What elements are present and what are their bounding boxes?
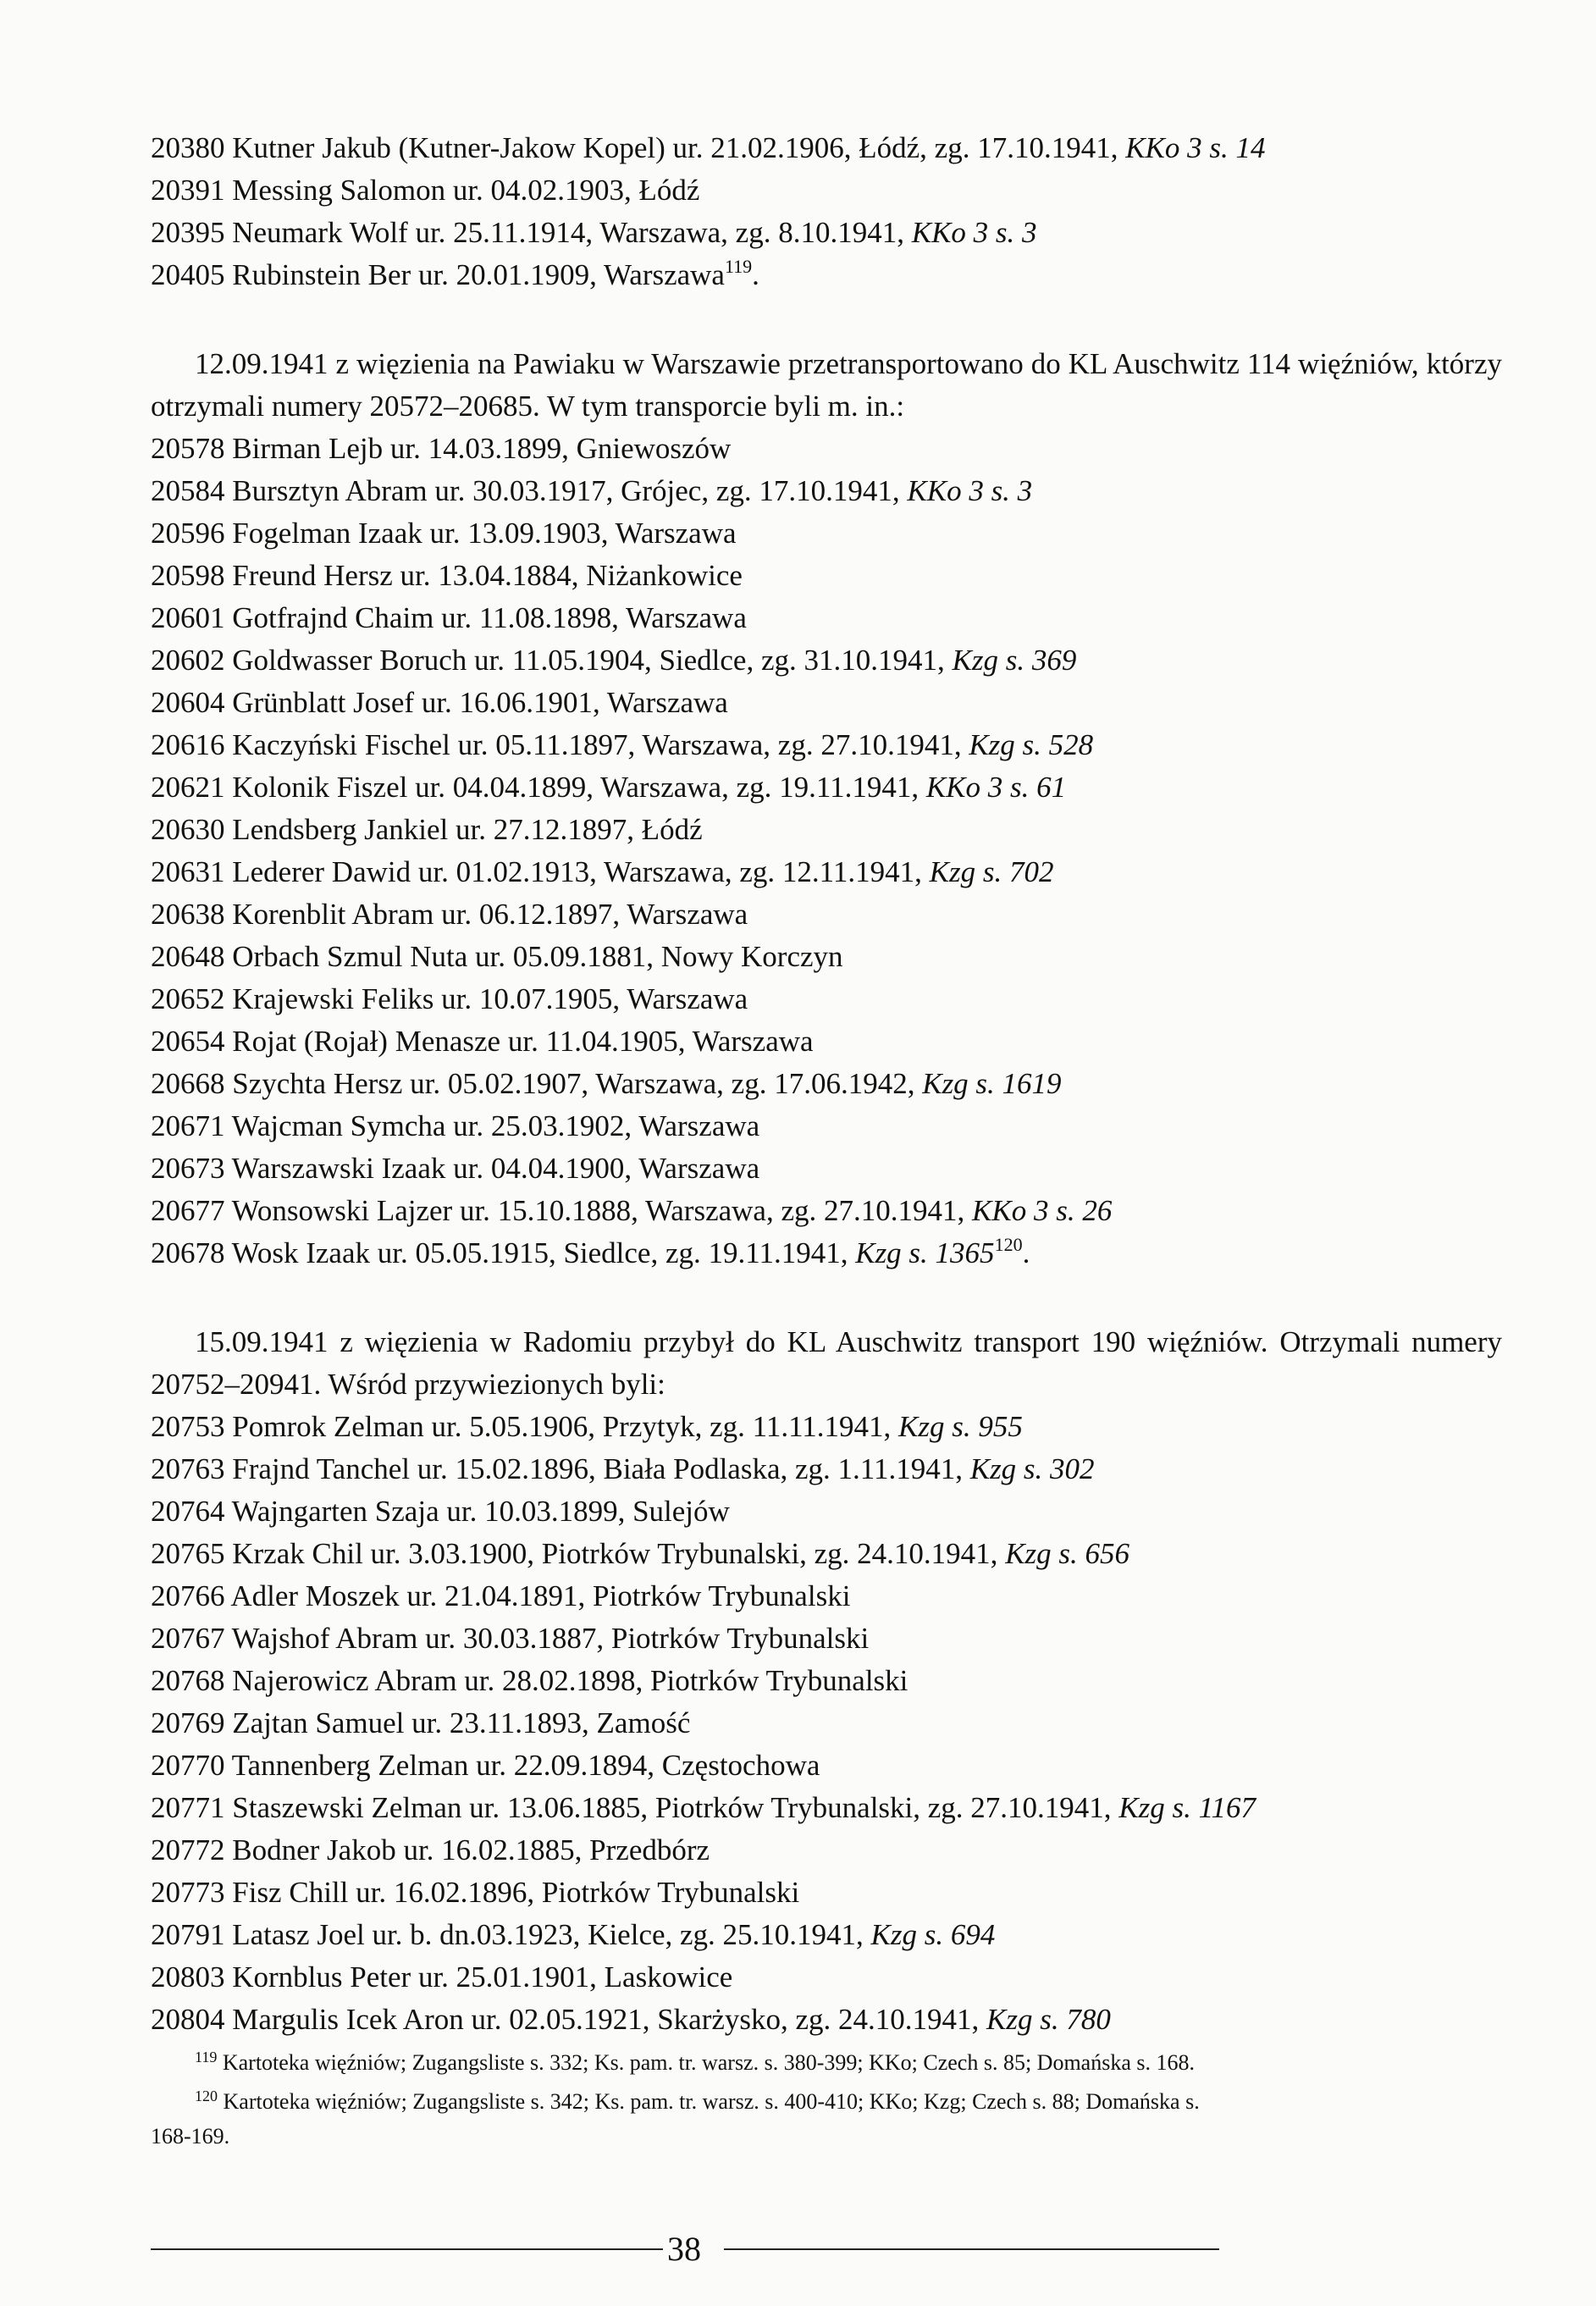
entry-text: 20602 Goldwasser Boruch ur. 11.05.1904, Siedlce, zg. 31.10.1941, (151, 644, 953, 677)
prisoner-list-1 (151, 127, 1505, 296)
entry-text: 20616 Kaczyński Fischel ur. 05.11.1897, Warszawa, zg. 27.10.1941, (151, 728, 969, 761)
entry-text: 20677 Wonsowski Lajzer ur. 15.10.1888, Warszawa, zg. 27.10.1941, (151, 1194, 973, 1227)
entry-reference: Kzg s. 694 (870, 1918, 996, 1951)
entry-text: 20766 Adler Moszek ur. 21.04.1891, Piotrków Trybunalski (151, 1579, 851, 1612)
list-item (151, 1448, 1505, 1490)
list-item (151, 1020, 1505, 1063)
footnote-marker: 119 (724, 256, 753, 277)
entry-text: 20803 Kornblus Peter ur. 25.01.1901, Laskowice (151, 1960, 733, 1994)
entry-text: 20604 Grünblatt Josef ur. 16.06.1901, Warszawa (151, 686, 728, 719)
entry-reference: Kzg s. 955 (898, 1410, 1023, 1443)
entry-reference: Kzg s. 302 (969, 1452, 1095, 1485)
list-item (151, 1999, 1505, 2041)
list-item (151, 555, 1505, 597)
entry-text: 20654 Rojat (Rojał) Menasze ur. 11.04.1905, Warszawa (151, 1025, 814, 1058)
paragraph-transport-pawiak: 12.09.1941 z więzienia na Pawiaku w Warszawie przetransportowano do KL Auschwitz 114 więźniów, którzy otrzymali numery 20572–20685. W tym transporcie byli m. in.: (151, 347, 1502, 423)
footnote-marker: 120 (994, 1234, 1023, 1255)
prisoner-list-2 (151, 428, 1505, 1275)
entry-text: 20765 Krzak Chil ur. 3.03.1900, Piotrków Trybunalski, zg. 24.10.1941, (151, 1537, 1006, 1570)
list-item (151, 893, 1505, 936)
list-item (151, 169, 1505, 212)
entry-reference: KKo 3 s. 26 (972, 1194, 1113, 1227)
footnote-120 (195, 2087, 1516, 2117)
page-number-rule-right (724, 2248, 1219, 2250)
entry-reference: KKo 3 s. 3 (907, 474, 1033, 507)
list-item (151, 1787, 1505, 1829)
list-item (151, 428, 1505, 470)
list-item (151, 1232, 1505, 1275)
list-item (151, 1618, 1505, 1660)
entry-text: 20584 Bursztyn Abram ur. 30.03.1917, Grójec, zg. 17.10.1941, (151, 474, 908, 507)
entry-text: 20673 Warszawski Izaak ur. 04.04.1900, Warszawa (151, 1152, 760, 1185)
entry-text: 20671 Wajcman Symcha ur. 25.03.1902, Warszawa (151, 1109, 760, 1142)
list-item (151, 1702, 1505, 1745)
list-item (151, 682, 1505, 724)
list-item (151, 936, 1505, 978)
list-item (151, 766, 1505, 809)
footnote-119-text: Kartoteka więźniów; Zugangsliste s. 332; Ks. pam. tr. warsz. s. 380-399; KKo; Czech s. 85; Domańska s. 168. (222, 2050, 1195, 2075)
list-item (151, 1914, 1505, 1956)
list-item (151, 1956, 1505, 1999)
entry-reference: Kzg s. 369 (952, 644, 1077, 677)
list-item (151, 1829, 1505, 1872)
footnote-119 (195, 2048, 1516, 2078)
list-item (151, 127, 1505, 169)
entry-text: 20391 Messing Salomon ur. 04.02.1903, Łódź (151, 174, 700, 207)
entry-text: 20601 Gotfrajnd Chaim ur. 11.08.1898, Warszawa (151, 601, 747, 634)
entry-text: 20764 Wajngarten Szaja ur. 10.03.1899, Sulejów (151, 1495, 730, 1528)
list-item (151, 212, 1505, 254)
entry-reference: KKo 3 s. 3 (911, 216, 1037, 249)
entry-text: 20770 Tannenberg Zelman ur. 22.09.1894, Częstochowa (151, 1749, 820, 1782)
entry-text: 20678 Wosk Izaak ur. 05.05.1915, Siedlce, zg. 19.11.1941, (151, 1236, 856, 1269)
list-item (151, 1872, 1505, 1914)
entry-reference: Kzg s. 702 (929, 855, 1054, 888)
entry-text: 20621 Kolonik Fiszel ur. 04.04.1899, Warszawa, zg. 19.11.1941, (151, 771, 926, 804)
footnote-120-continuation: 168-169. (151, 2124, 230, 2148)
entry-reference: KKo 3 s. 61 (925, 771, 1067, 804)
footnote-120-number: 120 (195, 2088, 218, 2104)
list-item (151, 1063, 1505, 1105)
footnote-separator (151, 2038, 1505, 2039)
entry-text: 20791 Latasz Joel ur. b. dn.03.1923, Kielce, zg. 25.10.1941, (151, 1918, 871, 1951)
page-number-rule-left (151, 2248, 663, 2250)
entry-reference: Kzg s. 1167 (1118, 1791, 1256, 1824)
entry-text: 20769 Zajtan Samuel ur. 23.11.1893, Zamość (151, 1706, 691, 1739)
list-item (151, 851, 1505, 893)
list-item (151, 1105, 1505, 1147)
list-item (151, 1575, 1505, 1618)
list-item (151, 1406, 1505, 1448)
entry-text: 20763 Frajnd Tanchel ur. 15.02.1896, Biała Podlaska, zg. 1.11.1941, (151, 1452, 970, 1485)
list-item (151, 512, 1505, 555)
entry-text: 20638 Korenblit Abram ur. 06.12.1897, Warszawa (151, 898, 748, 931)
entry-reference: Kzg s. 780 (986, 2003, 1111, 2036)
page-number: 38 (667, 2230, 701, 2268)
list-item (151, 1190, 1505, 1232)
entry-text: 20771 Staszewski Zelman ur. 13.06.1885, Piotrków Trybunalski, zg. 27.10.1941, (151, 1791, 1119, 1824)
list-item (151, 1660, 1505, 1702)
entry-tail: . (752, 258, 759, 291)
entry-text: 20598 Freund Hersz ur. 13.04.1884, Niżankowice (151, 559, 743, 592)
list-item (151, 809, 1505, 851)
entry-text: 20767 Wajshof Abram ur. 30.03.1887, Piotrków Trybunalski (151, 1622, 870, 1655)
footnote-119-number: 119 (195, 2049, 218, 2065)
entry-text: 20631 Lederer Dawid ur. 01.02.1913, Warszawa, zg. 12.11.1941, (151, 855, 930, 888)
paragraph-transport-radom: 15.09.1941 z więzienia w Radomiu przybył do KL Auschwitz transport 190 więźniów. Otrzymali numery 20752–20941. Wśród przywiezionych byli: (151, 1325, 1502, 1401)
entry-tail: . (1022, 1236, 1030, 1269)
entry-text: 20652 Krajewski Feliks ur. 10.07.1905, Warszawa (151, 982, 748, 1015)
list-item (151, 470, 1505, 512)
entry-text: 20630 Lendsberg Jankiel ur. 27.12.1897, Łódź (151, 813, 703, 846)
entry-text: 20405 Rubinstein Ber ur. 20.01.1909, Warszawa (151, 258, 725, 291)
entry-text: 20804 Margulis Icek Aron ur. 02.05.1921, Skarżysko, zg. 24.10.1941, (151, 2003, 987, 2036)
entry-text: 20578 Birman Lejb ur. 14.03.1899, Gniewoszów (151, 432, 732, 465)
entry-reference: Kzg s. 1619 (922, 1067, 1062, 1100)
list-item (151, 1533, 1505, 1575)
entry-text: 20768 Najerowicz Abram ur. 28.02.1898, Piotrków Trybunalski (151, 1664, 908, 1697)
entry-text: 20596 Fogelman Izaak ur. 13.09.1903, Warszawa (151, 517, 737, 550)
list-item (151, 978, 1505, 1020)
list-item (151, 1745, 1505, 1787)
entry-reference: Kzg s. 1365 (855, 1236, 995, 1269)
entry-reference: Kzg s. 528 (969, 728, 1094, 761)
list-item (151, 1490, 1505, 1533)
entry-text: 20668 Szychta Hersz ur. 05.02.1907, Warszawa, zg. 17.06.1942, (151, 1067, 923, 1100)
list-item (151, 639, 1505, 682)
entry-text: 20753 Pomrok Zelman ur. 5.05.1906, Przytyk, zg. 11.11.1941, (151, 1410, 899, 1443)
footnote-120-text: Kartoteka więźniów; Zugangsliste s. 342; Ks. pam. tr. warsz. s. 400-410; KKo; Kzg; Czech s. 88; Domańska s. (223, 2089, 1200, 2114)
entry-text: 20380 Kutner Jakub (Kutner-Jakow Kopel) ur. 21.02.1906, Łódź, zg. 17.10.1941, (151, 131, 1126, 164)
list-item (151, 724, 1505, 766)
list-item (151, 1147, 1505, 1190)
list-item (151, 597, 1505, 639)
list-item (151, 254, 1505, 296)
entry-text: 20772 Bodner Jakob ur. 16.02.1885, Przedbórz (151, 1833, 710, 1866)
prisoner-list-3 (151, 1406, 1505, 2041)
entry-text: 20773 Fisz Chill ur. 16.02.1896, Piotrków Trybunalski (151, 1876, 800, 1909)
entry-text: 20648 Orbach Szmul Nuta ur. 05.09.1881, Nowy Korczyn (151, 940, 843, 973)
entry-reference: Kzg s. 656 (1005, 1537, 1130, 1570)
entry-reference: KKo 3 s. 14 (1125, 131, 1266, 164)
entry-text: 20395 Neumark Wolf ur. 25.11.1914, Warszawa, zg. 8.10.1941, (151, 216, 912, 249)
